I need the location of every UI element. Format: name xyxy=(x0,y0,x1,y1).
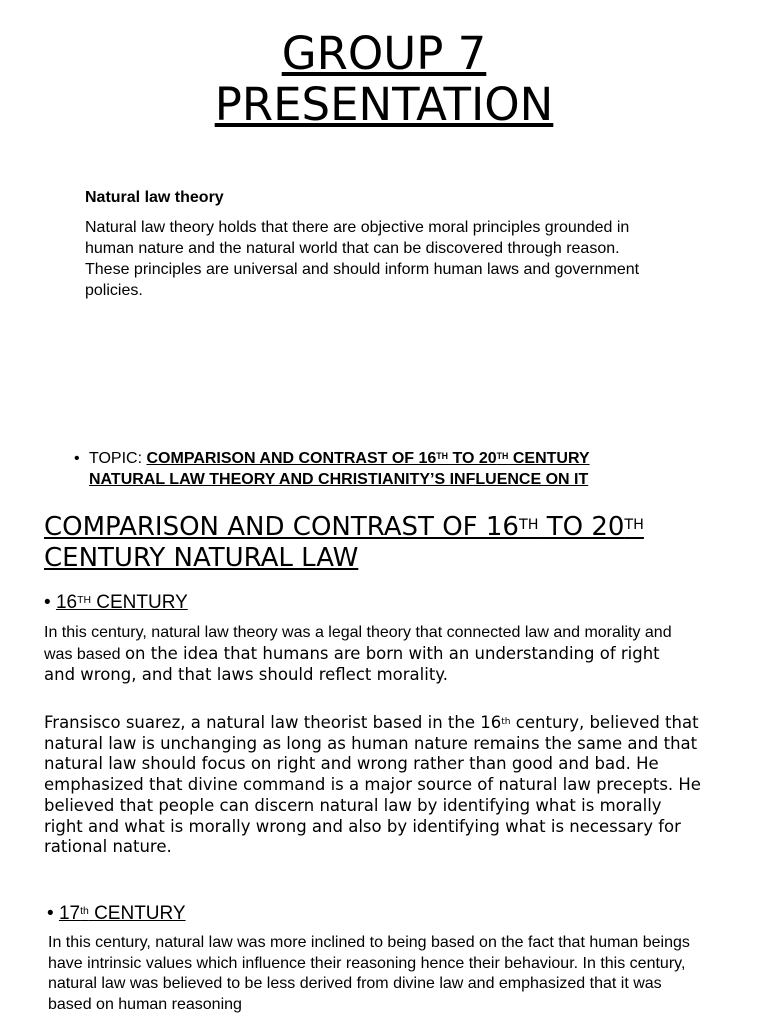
17th-century-label: 17th CENTURY xyxy=(58,903,186,924)
16th-century-heading xyxy=(44,591,188,614)
title-line-1: GROUP 7 xyxy=(281,27,487,80)
topic-bullet xyxy=(74,448,634,490)
topic-label: TOPIC: xyxy=(89,450,147,467)
17th-century-heading xyxy=(47,902,186,925)
comparison-heading: COMPARISON AND CONTRAST OF 16TH TO 20TH CENTURY NATURAL LAW xyxy=(44,512,644,573)
title-line-2: PRESENTATION xyxy=(214,78,554,131)
16th-century-label: 16TH CENTURY xyxy=(55,592,188,613)
topic-title: COMPARISON AND CONTRAST OF 16TH TO 20TH CENTURY NATURAL LAW THEORY AND CHRISTIANITY’S INFLUENCE ON IT xyxy=(89,450,590,488)
16th-century-paragraph-2: Fransisco suarez, a natural law theorist based in the 16th century, believed that natural law is unchanging as long as human nature remains the same and that natural law should focus on right and wrong rather than good and bad. He emphasized that divine command is a major source of natural law precepts. He believed that people can discern natural law by identifying what is morally right and what is morally wrong and also by identifying what is necessary for rational nature. xyxy=(44,713,701,857)
topic-text xyxy=(89,448,634,490)
bullet-icon: • xyxy=(47,903,59,924)
bullet-icon: • xyxy=(44,592,56,613)
natural-law-paragraph: Natural law theory holds that there are objective moral principles grounded in human nature and the natural world that can be discovered through reason. These principles are universal and should inform human laws and government policies. xyxy=(85,219,640,299)
page-title xyxy=(0,28,768,130)
section-heading-natural-law: Natural law theory xyxy=(85,189,224,206)
16th-century-paragraph-1: In this century, natural law theory was a legal theory that connected law and morality and was based on the idea that humans are born with an understanding of right and wrong, and that laws should reflect morality. xyxy=(44,624,672,684)
17th-century-paragraph: In this century, natural law was more inclined to being based on the fact that human beings have intrinsic values which influence their reasoning hence their behaviour. In this century, natural law was believed to be less derived from divine law and emphasized that it was based on human reasoning xyxy=(48,934,690,1013)
bullet-icon: • xyxy=(74,450,80,467)
